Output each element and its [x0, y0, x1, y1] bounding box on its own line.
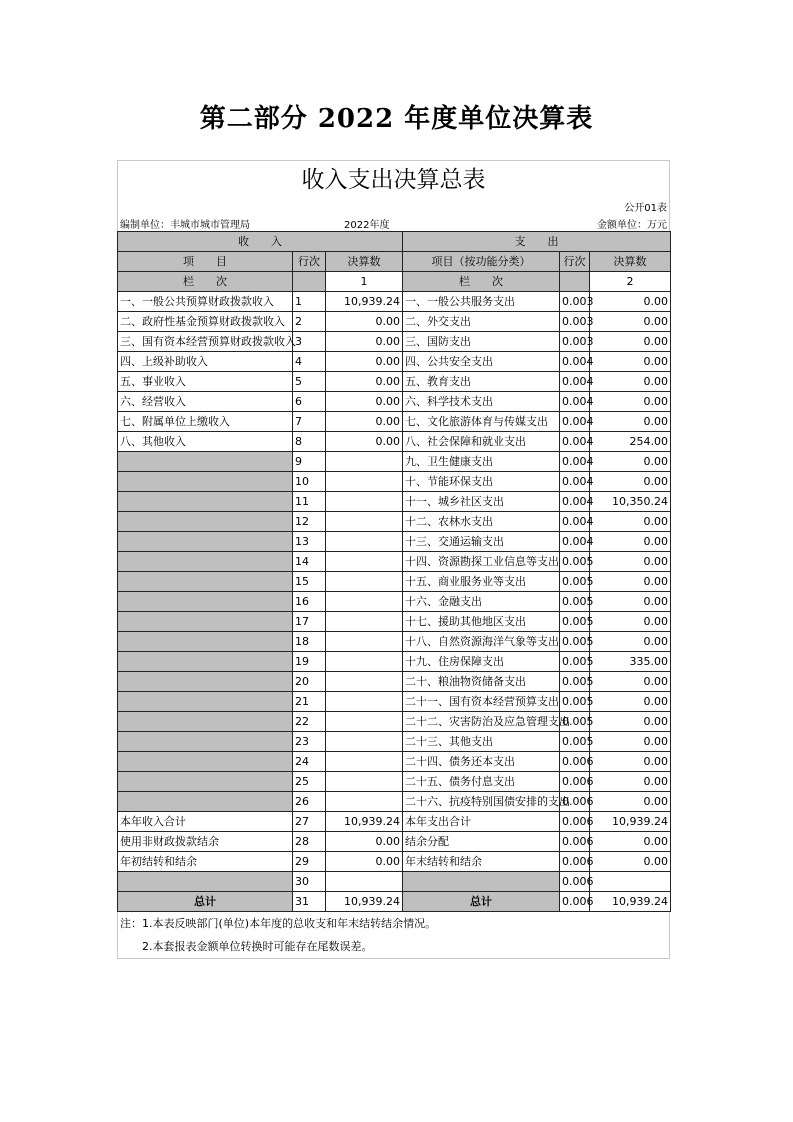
expense-amount	[590, 872, 671, 892]
header-row-sections	[118, 232, 671, 252]
table-row	[118, 452, 671, 472]
amount-unit: 金额单位：万元	[597, 220, 667, 231]
expense-item: 十九、住房保障支出	[403, 652, 560, 672]
table-row	[118, 292, 671, 312]
table-row	[118, 832, 671, 852]
table-row	[118, 632, 671, 652]
table-row	[118, 552, 671, 572]
expense-item: 四、公共安全支出	[403, 352, 560, 372]
expense-item: 九、卫生健康支出	[403, 452, 560, 472]
row-number: 14	[293, 552, 326, 572]
table-row	[118, 372, 671, 392]
table-row	[118, 432, 671, 452]
summary-table	[117, 231, 671, 912]
column-blank-2	[560, 272, 590, 292]
expense-row-code: 0.004	[560, 412, 590, 432]
expense-item: 五、教育支出	[403, 372, 560, 392]
expense-row-code: 0.005	[560, 672, 590, 692]
expense-item: 六、科学技术支出	[403, 392, 560, 412]
income-amount	[326, 452, 403, 472]
table-row	[118, 332, 671, 352]
column-label-2: 栏 次	[403, 272, 560, 292]
expense-item: 八、社会保障和就业支出	[403, 432, 560, 452]
expense-amount: 0.00	[590, 292, 671, 312]
row-number: 18	[293, 632, 326, 652]
column-label: 栏 次	[118, 272, 293, 292]
expense-amount: 0.00	[590, 632, 671, 652]
expense-amount: 0.00	[590, 352, 671, 372]
expense-item: 十八、自然资源海洋气象等支出	[403, 632, 560, 652]
table-row	[118, 412, 671, 432]
expense-row-code: 0.003	[560, 292, 590, 312]
expense-row-code: 0.003	[560, 332, 590, 352]
item-func-header: 项目（按功能分类）	[403, 252, 560, 272]
column-no-1: 1	[326, 272, 403, 292]
income-amount	[326, 612, 403, 632]
expense-amount: 0.00	[590, 832, 671, 852]
expense-row-code: 0.006	[560, 852, 590, 872]
expense-amount: 0.00	[590, 692, 671, 712]
income-amount: 0.00	[326, 392, 403, 412]
expense-item: 二十五、债务付息支出	[403, 772, 560, 792]
expense-row-code: 0.005	[560, 592, 590, 612]
income-amount	[326, 672, 403, 692]
income-item	[118, 772, 293, 792]
income-amount: 0.00	[326, 432, 403, 452]
expense-amount: 10,939.24	[590, 812, 671, 832]
row-number: 22	[293, 712, 326, 732]
expense-row-code: 0.006	[560, 792, 590, 812]
notes	[117, 912, 670, 959]
expense-amount: 0.00	[590, 392, 671, 412]
expense-row-code: 0.005	[560, 612, 590, 632]
income-item	[118, 612, 293, 632]
expense-amount: 0.00	[590, 572, 671, 592]
income-amount	[326, 492, 403, 512]
row-number: 13	[293, 532, 326, 552]
table-row	[118, 392, 671, 412]
table-row	[118, 652, 671, 672]
expense-row-code: 0.004	[560, 432, 590, 452]
income-item	[118, 652, 293, 672]
expense-row-code: 0.005	[560, 552, 590, 572]
table-row	[118, 872, 671, 892]
expense-row-code: 0.005	[560, 632, 590, 652]
expense-row-code: 0.003	[560, 312, 590, 332]
final-amount-header-2: 决算数	[590, 252, 671, 272]
row-number: 28	[293, 832, 326, 852]
income-amount	[326, 512, 403, 532]
expense-row-code: 0.004	[560, 492, 590, 512]
expense-amount: 0.00	[590, 772, 671, 792]
income-item: 一、一般公共预算财政拨款收入	[118, 292, 293, 312]
expense-item: 二、外交支出	[403, 312, 560, 332]
table-row	[118, 772, 671, 792]
row-no-header: 行次	[293, 252, 326, 272]
income-item	[118, 552, 293, 572]
expense-item: 七、文化旅游体育与传媒支出	[403, 412, 560, 432]
expense-amount: 254.00	[590, 432, 671, 452]
row-number: 1	[293, 292, 326, 312]
form-code-row	[117, 197, 670, 214]
expense-item: 二十、粮油物资储备支出	[403, 672, 560, 692]
expense-row-code: 0.005	[560, 732, 590, 752]
header-row-column-no	[118, 272, 671, 292]
meta-row	[117, 214, 670, 231]
table-row	[118, 492, 671, 512]
expense-row-code: 0.004	[560, 472, 590, 492]
note-2: 2.本套报表金额单位转换时可能存在尾数误差。	[142, 940, 373, 953]
expense-amount: 0.00	[590, 552, 671, 572]
expense-item: 十四、资源勘探工业信息等支出	[403, 552, 560, 572]
expense-row-code: 0.005	[560, 712, 590, 732]
table-row	[118, 572, 671, 592]
income-item	[118, 752, 293, 772]
table-row	[118, 672, 671, 692]
expense-item: 十一、城乡社区支出	[403, 492, 560, 512]
income-amount	[326, 712, 403, 732]
income-amount: 0.00	[326, 372, 403, 392]
expense-amount: 0.00	[590, 792, 671, 812]
income-amount: 10,939.24	[326, 812, 403, 832]
income-amount	[326, 692, 403, 712]
expense-item: 十二、农林水支出	[403, 512, 560, 532]
income-item	[118, 732, 293, 752]
expense-amount: 10,939.24	[590, 892, 671, 912]
income-item: 四、上级补助收入	[118, 352, 293, 372]
income-item	[118, 672, 293, 692]
expense-amount: 0.00	[590, 472, 671, 492]
income-item: 二、政府性基金预算财政拨款收入	[118, 312, 293, 332]
expense-item: 二十四、债务还本支出	[403, 752, 560, 772]
form-code: 公开01表	[624, 203, 667, 214]
income-item	[118, 632, 293, 652]
income-amount	[326, 772, 403, 792]
row-number: 24	[293, 752, 326, 772]
row-number: 25	[293, 772, 326, 792]
income-item: 本年收入合计	[118, 812, 293, 832]
expense-row-code: 0.004	[560, 452, 590, 472]
expense-amount: 0.00	[590, 752, 671, 772]
income-item	[118, 472, 293, 492]
table-row	[118, 732, 671, 752]
row-number: 27	[293, 812, 326, 832]
expense-row-code: 0.004	[560, 372, 590, 392]
expense-row-code: 0.005	[560, 692, 590, 712]
row-number: 26	[293, 792, 326, 812]
expense-item: 十、节能环保支出	[403, 472, 560, 492]
income-amount	[326, 532, 403, 552]
income-amount	[326, 552, 403, 572]
income-amount	[326, 872, 403, 892]
row-number: 16	[293, 592, 326, 612]
row-number: 17	[293, 612, 326, 632]
expense-item: 十五、商业服务业等支出	[403, 572, 560, 592]
expense-amount: 0.00	[590, 732, 671, 752]
income-amount: 0.00	[326, 332, 403, 352]
column-no-2: 2	[590, 272, 671, 292]
income-amount: 10,939.24	[326, 292, 403, 312]
row-number: 19	[293, 652, 326, 672]
income-item	[118, 592, 293, 612]
row-number: 12	[293, 512, 326, 532]
expense-amount: 0.00	[590, 612, 671, 632]
column-blank	[293, 272, 326, 292]
expense-amount: 335.00	[590, 652, 671, 672]
row-number: 20	[293, 672, 326, 692]
income-amount: 0.00	[326, 312, 403, 332]
row-number: 15	[293, 572, 326, 592]
income-item	[118, 712, 293, 732]
expense-row-code: 0.006	[560, 772, 590, 792]
income-amount	[326, 752, 403, 772]
income-amount	[326, 592, 403, 612]
income-item: 五、事业收入	[118, 372, 293, 392]
income-amount	[326, 652, 403, 672]
expense-amount: 0.00	[590, 532, 671, 552]
expense-item: 十六、金融支出	[403, 592, 560, 612]
income-item: 六、经营收入	[118, 392, 293, 412]
expense-item: 二十三、其他支出	[403, 732, 560, 752]
expense-amount: 0.00	[590, 372, 671, 392]
income-amount	[326, 732, 403, 752]
table-row	[118, 812, 671, 832]
income-item	[118, 692, 293, 712]
page-title: 第二部分 2022 年度单位决算表	[199, 104, 594, 134]
expense-amount: 0.00	[590, 712, 671, 732]
income-item	[118, 792, 293, 812]
income-item	[118, 872, 293, 892]
final-accounts-sheet	[117, 160, 670, 959]
table-row	[118, 312, 671, 332]
income-item: 七、附属单位上缴收入	[118, 412, 293, 432]
income-amount: 0.00	[326, 832, 403, 852]
row-number: 8	[293, 432, 326, 452]
expense-amount: 0.00	[590, 452, 671, 472]
expense-row-code: 0.004	[560, 532, 590, 552]
expense-item: 一、一般公共服务支出	[403, 292, 560, 312]
header-row-columns	[118, 252, 671, 272]
income-header: 收 入	[118, 232, 403, 252]
row-number: 21	[293, 692, 326, 712]
row-number: 4	[293, 352, 326, 372]
row-no-header-2: 行次	[560, 252, 590, 272]
expense-amount: 0.00	[590, 672, 671, 692]
total-row	[118, 892, 671, 912]
expense-item: 三、国防支出	[403, 332, 560, 352]
row-number: 3	[293, 332, 326, 352]
expense-amount: 0.00	[590, 312, 671, 332]
expense-row-code: 0.005	[560, 572, 590, 592]
income-item: 使用非财政拨款结余	[118, 832, 293, 852]
income-item	[118, 492, 293, 512]
table-row	[118, 712, 671, 732]
row-number: 2	[293, 312, 326, 332]
expense-item: 二十一、国有资本经营预算支出	[403, 692, 560, 712]
expense-item: 二十二、灾害防治及应急管理支出	[403, 712, 560, 732]
final-amount-header: 决算数	[326, 252, 403, 272]
item-header: 项 目	[118, 252, 293, 272]
expense-row-code: 0.006	[560, 892, 590, 912]
row-number: 9	[293, 452, 326, 472]
expense-item: 本年支出合计	[403, 812, 560, 832]
note-1: 注：1.本表反映部门(单位)本年度的总收支和年末结转结余情况。	[120, 917, 437, 930]
row-number: 6	[293, 392, 326, 412]
expense-row-code: 0.006	[560, 832, 590, 852]
row-number: 31	[293, 892, 326, 912]
table-row	[118, 592, 671, 612]
expense-item: 十七、援助其他地区支出	[403, 612, 560, 632]
row-number: 10	[293, 472, 326, 492]
table-row	[118, 532, 671, 552]
income-item	[118, 512, 293, 532]
expense-item: 年末结转和结余	[403, 852, 560, 872]
row-number: 23	[293, 732, 326, 752]
expense-item	[403, 872, 560, 892]
income-amount	[326, 472, 403, 492]
table-row	[118, 472, 671, 492]
expense-header: 支 出	[403, 232, 671, 252]
row-number: 5	[293, 372, 326, 392]
income-amount: 10,939.24	[326, 892, 403, 912]
year-label: 2022年度	[344, 220, 390, 231]
income-amount: 0.00	[326, 412, 403, 432]
expense-row-code: 0.006	[560, 752, 590, 772]
expense-item: 十三、交通运输支出	[403, 532, 560, 552]
expense-amount: 0.00	[590, 412, 671, 432]
table-row	[118, 692, 671, 712]
table-row	[118, 352, 671, 372]
table-row	[118, 852, 671, 872]
row-number: 7	[293, 412, 326, 432]
income-item	[118, 532, 293, 552]
table-row	[118, 612, 671, 632]
income-item	[118, 572, 293, 592]
expense-amount: 0.00	[590, 852, 671, 872]
expense-item: 总计	[403, 892, 560, 912]
expense-amount: 0.00	[590, 332, 671, 352]
income-item: 三、国有资本经营预算财政拨款收入	[118, 332, 293, 352]
expense-row-code: 0.004	[560, 392, 590, 412]
expense-amount: 10,350.24	[590, 492, 671, 512]
expense-amount: 0.00	[590, 592, 671, 612]
row-number: 11	[293, 492, 326, 512]
table-title: 收入支出决算总表	[117, 160, 670, 197]
expense-row-code: 0.004	[560, 512, 590, 532]
income-item: 总计	[118, 892, 293, 912]
expense-item: 结余分配	[403, 832, 560, 852]
income-item	[118, 452, 293, 472]
income-amount: 0.00	[326, 352, 403, 372]
row-number: 30	[293, 872, 326, 892]
expense-item: 二十六、抗疫特别国债安排的支出	[403, 792, 560, 812]
income-item: 年初结转和结余	[118, 852, 293, 872]
table-row	[118, 752, 671, 772]
expense-amount: 0.00	[590, 512, 671, 532]
expense-row-code: 0.004	[560, 352, 590, 372]
income-amount	[326, 572, 403, 592]
income-amount: 0.00	[326, 852, 403, 872]
expense-row-code: 0.005	[560, 652, 590, 672]
row-number: 29	[293, 852, 326, 872]
income-item: 八、其他收入	[118, 432, 293, 452]
expense-row-code: 0.006	[560, 812, 590, 832]
table-row	[118, 792, 671, 812]
expense-row-code: 0.006	[560, 872, 590, 892]
unit-label: 编制单位：丰城市城市管理局	[120, 220, 250, 231]
income-amount	[326, 792, 403, 812]
table-row	[118, 512, 671, 532]
income-amount	[326, 632, 403, 652]
